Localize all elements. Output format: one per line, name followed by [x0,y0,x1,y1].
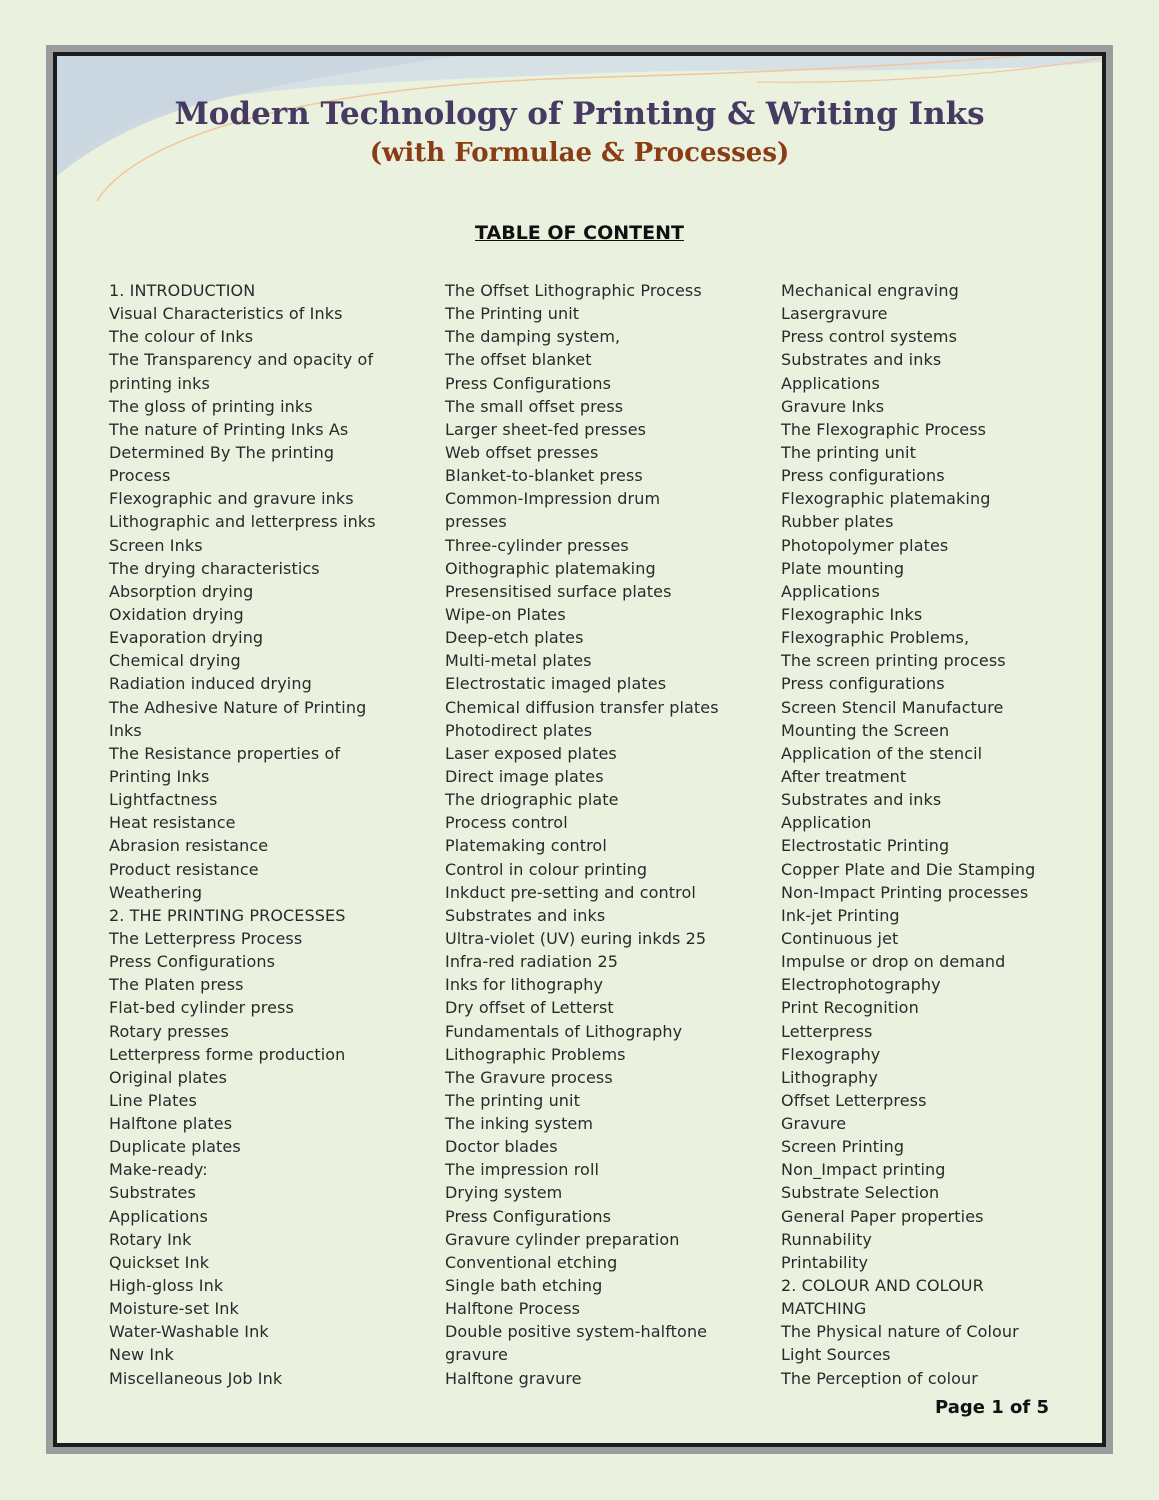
toc-entry: Infra-red radiation 25 [445,952,619,972]
document-title: Modern Technology of Printing & Writing Inks [174,96,985,132]
toc-entry: Double positive system-halftone [445,1322,708,1342]
toc-entry: Rotary Ink [109,1229,192,1249]
toc-entry: Print Recognition [781,998,919,1018]
toc-entry: New Ink [109,1345,174,1365]
toc-entry: Ultra-violet (UV) euring inkds 25 [445,928,707,948]
toc-entry: Flexography [781,1044,881,1064]
toc-entry: Non_Impact printing [781,1160,946,1180]
toc-entry: Letterpress forme production [109,1044,346,1064]
toc-entry: The Physical nature of Colour [781,1322,1019,1342]
toc-entry: The inking system [445,1114,594,1134]
toc-entry: Screen Printing [781,1137,905,1157]
toc-entry: The impression roll [445,1160,600,1180]
toc-entry: Printability [781,1252,869,1272]
toc-entry: The printing unit [781,442,916,462]
toc-entry: Chemical diffusion transfer plates [445,697,719,717]
toc-entry: Rotary presses [109,1021,229,1041]
toc-entry: 2. THE PRINTING PROCESSES [109,905,346,925]
toc-entry: Rubber plates [781,512,894,532]
toc-entry: 1. INTRODUCTION [109,281,256,300]
toc-column-3 [781,279,1035,1390]
toc-entry: Halftone Process [445,1299,581,1319]
toc-entry: Deep-etch plates [445,628,584,648]
toc-entry: Visual Characteristics of Inks [109,304,343,324]
toc-column-1 [109,279,376,1390]
toc-entry: The printing unit [445,1090,580,1110]
toc-entry: Gravure cylinder preparation [445,1229,680,1249]
toc-entry: MATCHING [781,1299,867,1319]
toc-entry: Plate mounting [781,558,905,578]
document-subtitle: (with Formulae & Processes) [369,138,790,168]
toc-entry: Weathering [109,882,203,902]
toc-entry: Process control [445,813,568,833]
toc-entry: Heat resistance [109,813,236,833]
toc-entry: Substrates and inks [445,905,606,925]
toc-entry: Evaporation drying [109,628,264,648]
toc-entry: Fundamentals of Lithography [445,1021,683,1041]
toc-entry: The driographic plate [445,790,619,810]
toc-entry: Impulse or drop on demand [781,952,1006,972]
toc-entry: Product resistance [109,859,259,879]
toc-entry: printing inks [109,373,210,393]
toc-entry: Drying system [445,1183,563,1203]
toc-entry: Larger sheet-fed presses [445,419,647,439]
toc-entry: Substrates and inks [781,350,942,370]
toc-entry: Mounting the Screen [781,720,950,740]
toc-entry: The Adhesive Nature of Printing [109,697,367,717]
toc-entry: Flat-bed cylinder press [109,998,294,1018]
toc-entry: Three-cylinder presses [445,535,629,555]
toc-entry: Electrostatic Printing [781,836,950,856]
toc-entry: Mechanical engraving [781,281,959,300]
toc-entry: The gloss of printing inks [109,396,313,416]
toc-entry: Substrates [109,1183,196,1203]
toc-entry: Press Configurations [109,952,276,972]
toc-column-2 [445,279,719,1390]
toc-entry: Photopolymer plates [781,535,949,555]
toc-entry: Letterpress [781,1021,873,1041]
toc-entry: The offset blanket [445,350,592,370]
toc-entry: The nature of Printing Inks As [109,419,349,439]
toc-entry: Wipe-on Plates [445,604,566,624]
toc-entry: Applications [781,373,880,393]
toc-entry: Lithographic and letterpress inks [109,512,376,532]
toc-entry: Ink-jet Printing [781,905,900,925]
toc-entry: The Resistance properties of [109,743,341,763]
toc-entry: General Paper properties [781,1206,984,1226]
toc-entry: Miscellaneous Job Ink [109,1368,283,1388]
toc-entry: Multi-metal plates [445,651,592,671]
toc-entry: Lightfactness [109,790,218,810]
toc-entry: Substrate Selection [781,1183,940,1203]
toc-entry: The Printing unit [445,304,580,324]
toc-entry: Blanket-to-blanket press [445,466,643,486]
toc-entry: The Perception of colour [781,1368,978,1388]
toc-entry: Press Configurations [445,373,612,393]
toc-entry: Lasergravure [781,304,888,324]
toc-entry: The colour of Inks [109,327,254,347]
toc-entry: The screen printing process [781,651,1006,671]
toc-entry: Doctor blades [445,1137,558,1157]
toc-entry: Common-Impression drum [445,489,661,509]
toc-entry: After treatment [781,766,907,786]
toc-entry: Duplicate plates [109,1137,241,1157]
toc-entry: Copper Plate and Die Stamping [781,859,1036,879]
toc-entry: Applications [109,1206,208,1226]
toc-entry: The Offset Lithographic Process [445,281,702,300]
toc-entry: Determined By The printing [109,442,335,462]
toc-entry: Substrates and inks [781,790,942,810]
toc-entry: Flexographic platemaking [781,489,991,509]
toc-entry: The Gravure process [445,1067,613,1087]
toc-entry: Radiation induced drying [109,674,312,694]
toc-entry: Printing Inks [109,766,210,786]
toc-entry: 2. COLOUR AND COLOUR [781,1276,984,1296]
toc-entry: Application [781,813,872,833]
toc-entry: Press control systems [781,327,958,347]
toc-entry: Lithographic Problems [445,1044,626,1064]
toc-entry: High-gloss Ink [109,1276,224,1296]
toc-entry: Presensitised surface plates [445,581,672,601]
toc-entry: Web offset presses [445,442,599,462]
toc-entry: Non-Impact Printing processes [781,882,1029,902]
toc-entry: Moisture-set Ink [109,1299,239,1319]
toc-entry: Halftone plates [109,1114,233,1134]
toc-entry: Press configurations [781,466,945,486]
toc-entry: Original plates [109,1067,228,1087]
toc-entry: Electrophotography [781,975,941,995]
toc-entry: Single bath etching [445,1276,603,1296]
toc-entry: The drying characteristics [109,558,320,578]
toc-entry: The damping system, [445,327,621,347]
toc-entry: Make-ready: [109,1160,208,1180]
toc-entry: Gravure [781,1114,847,1134]
toc-entry: Offset Letterpress [781,1090,927,1110]
document-page [57,56,1102,1443]
toc-entry: Oxidation drying [109,604,244,624]
toc-entry: Flexographic and gravure inks [109,489,354,509]
toc-entry: Dry offset of Letterst [445,998,614,1018]
toc-entry: Absorption drying [109,581,254,601]
toc-entry: The Transparency and opacity of [109,350,374,370]
toc-entry: Oithographic platemaking [445,558,656,578]
toc-entry: Continuous jet [781,928,899,948]
toc-entry: Flexographic Inks [781,604,923,624]
toc-entry: Inks [109,720,142,740]
toc-entry: Inks for lithography [445,975,604,995]
toc-entry: The Letterpress Process [109,928,303,948]
toc-entry: Inkduct pre-setting and control [445,882,696,902]
toc-entry: Conventional etching [445,1252,618,1272]
toc-entry: presses [445,512,507,532]
toc-entry: Screen Stencil Manufacture [781,697,1004,717]
page-number: Page 1 of 5 [935,1397,1049,1418]
toc-entry: Lithography [781,1067,878,1087]
toc-entry: Laser exposed plates [445,743,617,763]
toc-entry: Runnability [781,1229,872,1249]
toc-entry: The Flexographic Process [781,419,987,439]
toc-entry: Screen Inks [109,535,203,555]
toc-entry: Gravure Inks [781,396,885,416]
toc-entry: Press Configurations [445,1206,612,1226]
toc-entry: Direct image plates [445,766,604,786]
toc-entry: Control in colour printing [445,859,648,879]
toc-entry: Process [109,466,171,486]
toc-entry: Water-Washable Ink [109,1322,269,1342]
toc-entry: The Platen press [109,975,244,995]
toc-entry: Light Sources [781,1345,891,1365]
toc-entry: The small offset press [445,396,624,416]
toc-entry: Quickset Ink [109,1252,210,1272]
toc-entry: Photodirect plates [445,720,593,740]
toc-entry: Abrasion resistance [109,836,269,856]
toc-entry: gravure [445,1345,508,1365]
toc-entry: Line Plates [109,1090,197,1110]
toc-entry: Halftone gravure [445,1368,582,1388]
toc-entry: Chemical drying [109,651,241,671]
toc-entry: Electrostatic imaged plates [445,674,667,694]
toc-entry: Applications [781,581,880,601]
toc-entry: Flexographic Problems, [781,628,970,648]
toc-heading: TABLE OF CONTENT [475,222,684,244]
toc-entry: Press configurations [781,674,945,694]
toc-entry: Application of the stencil [781,743,983,763]
toc-entry: Platemaking control [445,836,607,856]
